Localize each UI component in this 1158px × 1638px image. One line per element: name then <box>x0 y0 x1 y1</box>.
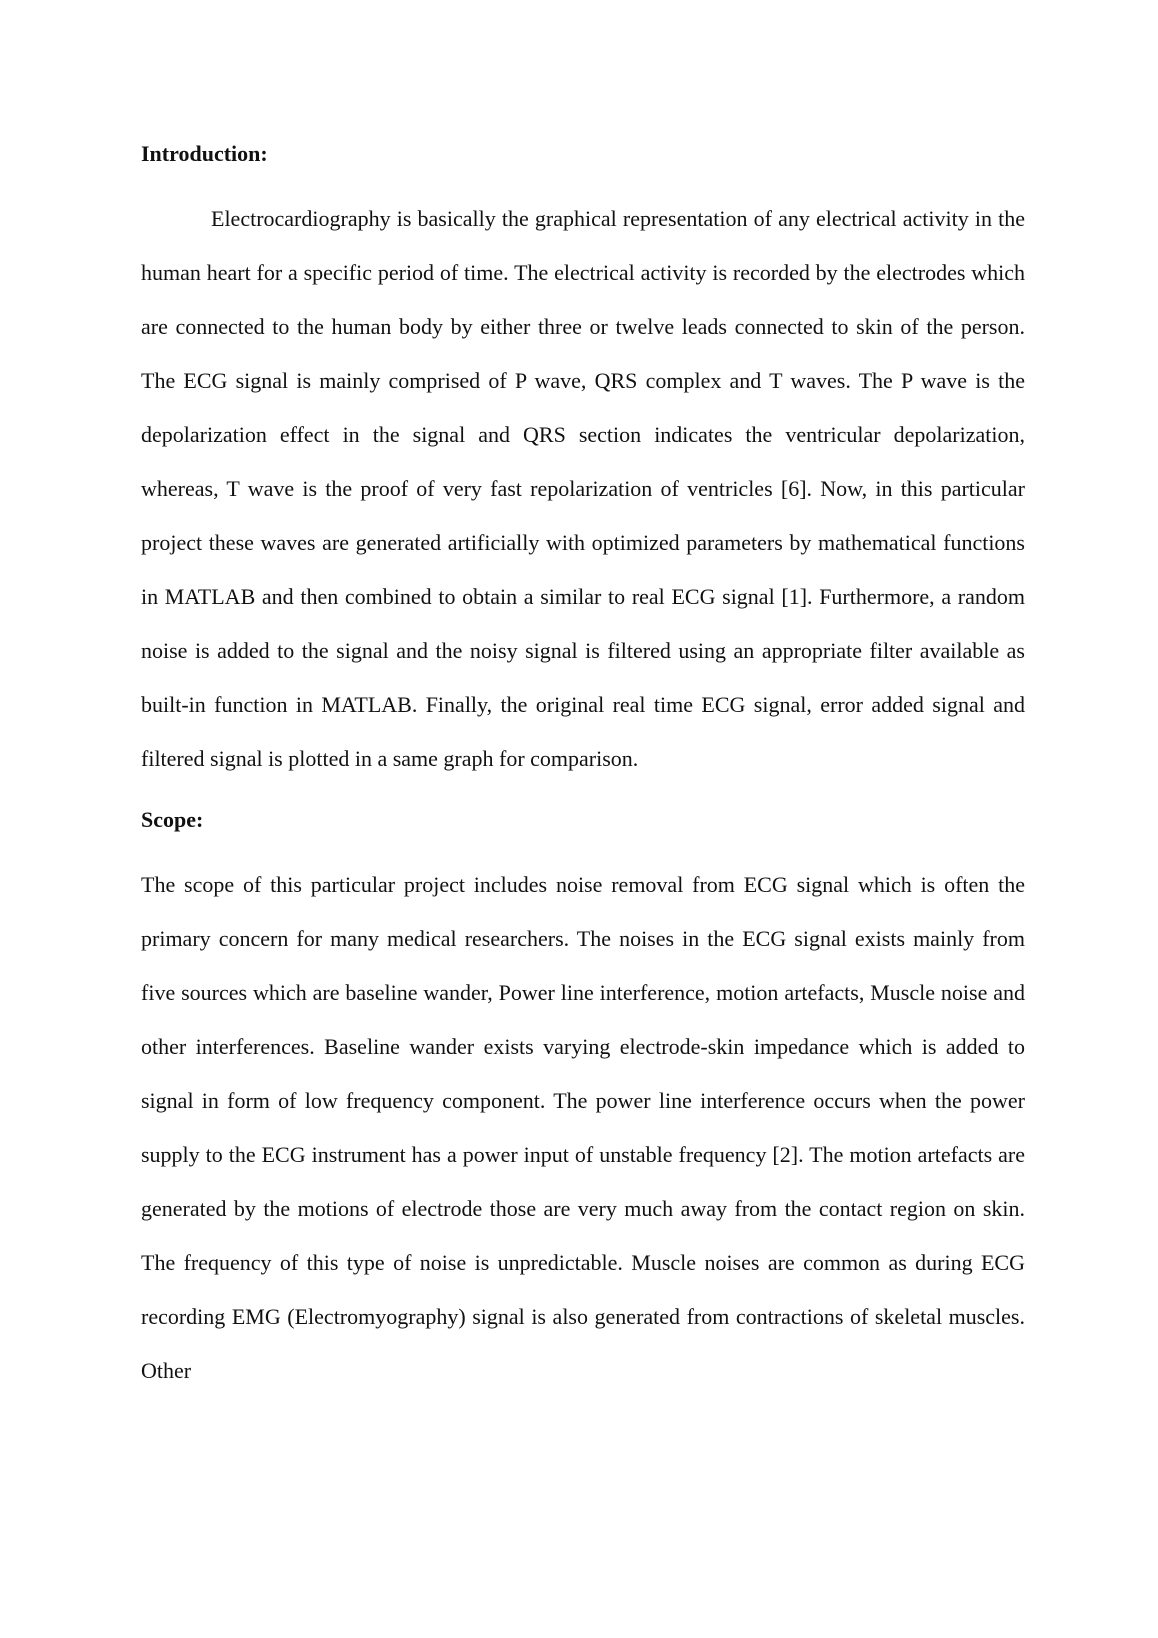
document-body <box>141 134 1025 1398</box>
scope-paragraph: The scope of this particular project includes noise removal from ECG signal which is often the primary concern for many medical researchers. The noises in the ECG signal exists mainly from five sources which are baseline wander, Power line interference, motion artefacts, Muscle noise and other interferences. Baseline wander exists varying electrode-skin impedance which is added to signal in form of low frequency component. The power line interference occurs when the power supply to the ECG instrument has a power input of unstable frequency [2]. The motion artefacts are generated by the motions of electrode those are very much away from the contact region on skin. The frequency of this type of noise is unpredictable. Muscle noises are common as during ECG recording EMG (Electromyography) signal is also generated from contractions of skeletal muscles. Other <box>141 872 1025 1383</box>
introduction-paragraph: Electrocardiography is basically the graphical representation of any electrical activity in the human heart for a specific period of time. The electrical activity is recorded by the electrodes which are connected to the human body by either three or twelve leads connected to skin of the person. The ECG signal is mainly comprised of P wave, QRS complex and T waves. The P wave is the depolarization effect in the signal and QRS section indicates the ventricular depolarization, whereas, T wave is the proof of very fast repolarization of ventricles [6]. Now, in this particular project these waves are generated artificially with optimized parameters by mathematical functions in MATLAB and then combined to obtain a similar to real ECG signal [1]. Furthermore, a random noise is added to the signal and the noisy signal is filtered using an appropriate filter available as built-in function in MATLAB. Finally, the original real time ECG signal, error added signal and filtered signal is plotted in a same graph for comparison. <box>141 206 1025 771</box>
introduction-heading: Introduction: <box>141 141 268 166</box>
scope-heading: Scope: <box>141 807 204 832</box>
